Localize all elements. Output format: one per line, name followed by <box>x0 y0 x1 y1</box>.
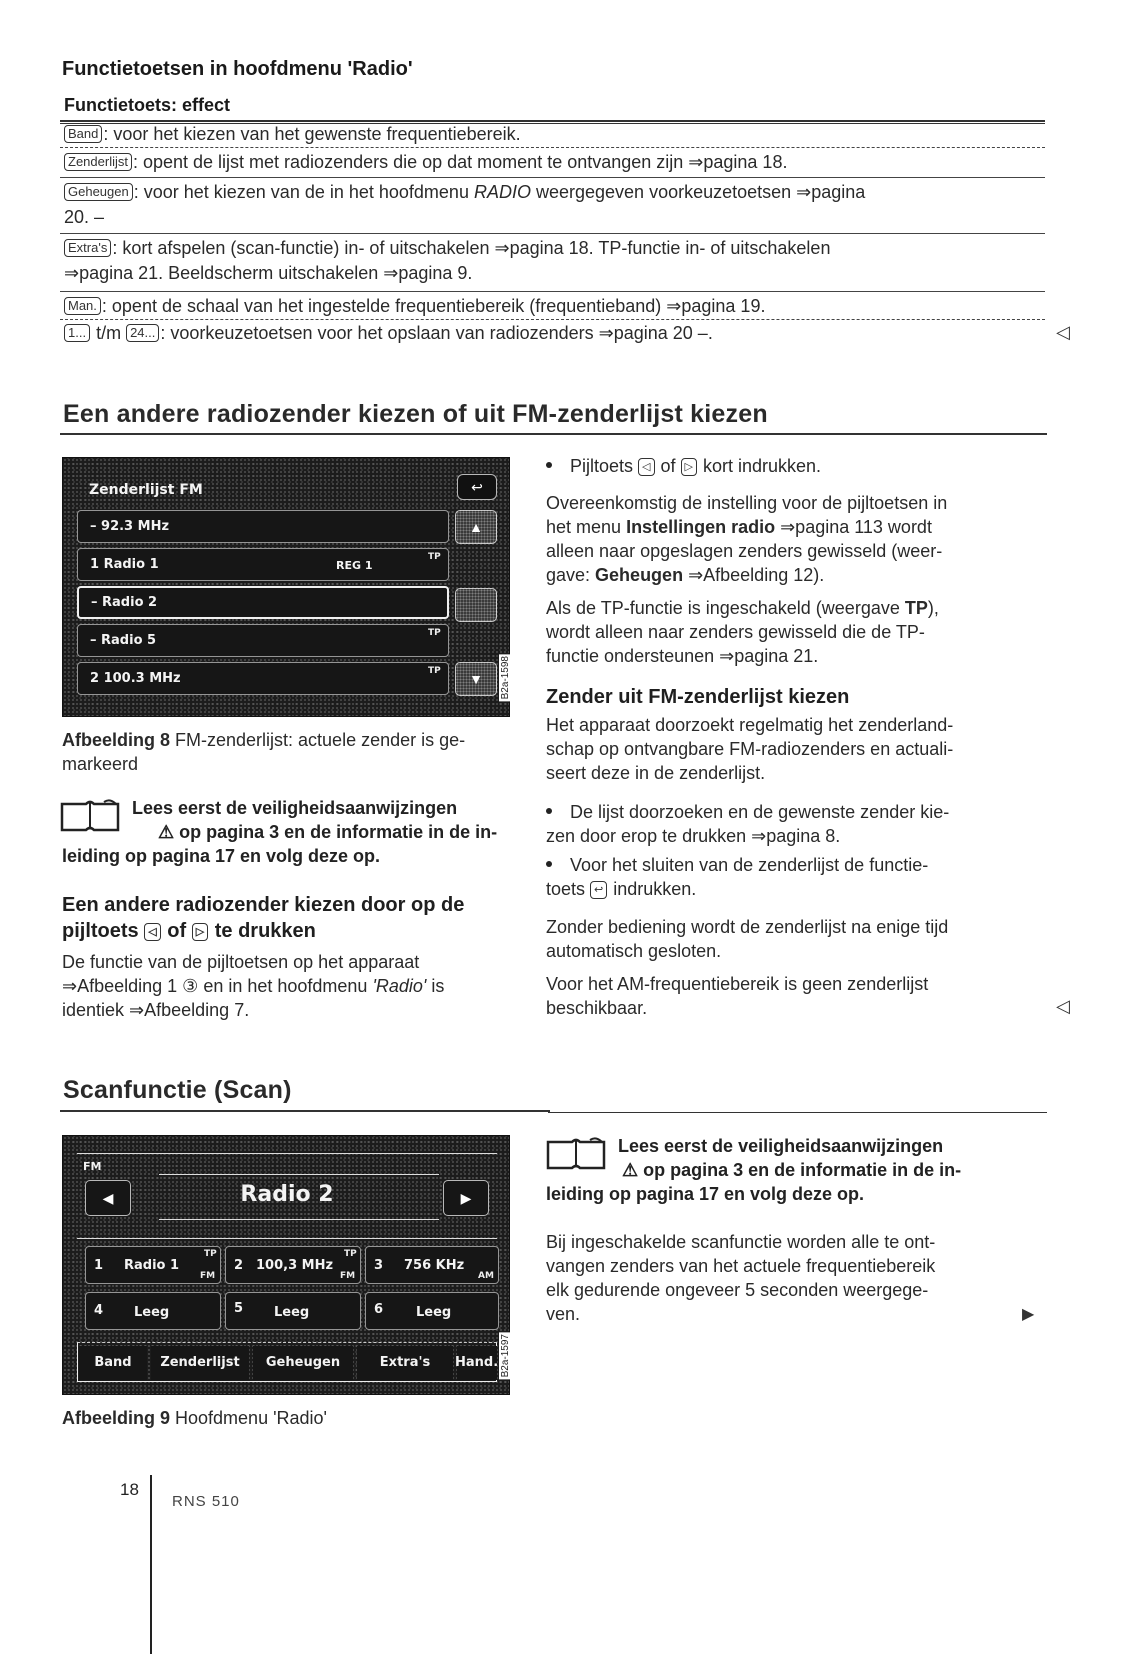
preset-1-key: 1... <box>64 324 90 342</box>
band-button[interactable] <box>79 1346 147 1380</box>
caption-label: Afbeelding 8 <box>62 730 171 750</box>
tp-badge: TP <box>344 1249 357 1259</box>
para-text: Als de TP-functie is ingeschakeld (weergave <box>546 598 905 618</box>
para-text-bold: Geheugen <box>595 565 684 585</box>
tp-badge: TP <box>428 552 441 562</box>
warning-line: ⚠ op pagina 3 en de informatie in de in- <box>622 1160 962 1180</box>
para-line: elk gedurende ongeveer 5 seconden weergege- <box>546 1280 929 1300</box>
para-text: en in het hoofdmenu <box>198 976 373 996</box>
table-header: Functietoets: effect <box>64 95 231 115</box>
left-arrow-key-icon: ◁ <box>638 458 654 476</box>
tp-badge: TP <box>428 666 441 676</box>
row-divider <box>60 177 1045 178</box>
tp-paragraph <box>546 596 1016 668</box>
tp-badge: TP <box>204 1249 217 1259</box>
row-text: ⇒pagina 21. Beeldscherm uitschakelen ⇒pagina 9. <box>64 263 473 283</box>
para-text: ⇒pagina 113 wordt <box>775 517 932 537</box>
para-text: of <box>655 456 681 476</box>
para-text-bold: TP <box>904 598 928 618</box>
station-list-screen <box>62 457 510 717</box>
end-mark-icon: ◁ <box>1056 322 1070 342</box>
next-station-button[interactable] <box>443 1180 489 1216</box>
heading-text: te drukken <box>209 920 316 942</box>
preset-num: 4 <box>94 1303 104 1318</box>
para-line: De functie van de pijltoetsen op het apparaat <box>62 952 420 972</box>
arrow-keys-heading <box>62 892 532 944</box>
safety-warning <box>546 1134 1016 1206</box>
document-code: RNS 510 <box>172 1493 240 1510</box>
para-line: beschikbaar. <box>546 998 648 1018</box>
back-icon: ↩ <box>471 478 483 495</box>
para-line: seert deze in de zenderlijst. <box>546 763 766 783</box>
station-label: 2 100.3 MHz <box>90 671 181 686</box>
current-station: Radio 2 <box>240 1182 334 1207</box>
preset-label: 100,3 MHz <box>256 1258 334 1273</box>
preset-num: 2 <box>234 1258 244 1273</box>
station-row-active[interactable] <box>77 586 449 619</box>
preset-24-key: 24... <box>126 324 159 342</box>
zenderlijst-button[interactable] <box>151 1346 249 1380</box>
station-row[interactable] <box>77 624 449 657</box>
prev-icon: ◀ <box>102 1189 114 1206</box>
warning-line: ⚠ op pagina 3 en de informatie in de in- <box>158 822 498 842</box>
para-text: Voor het sluiten van de zenderlijst de functie- <box>570 855 929 875</box>
man-key: Man. <box>64 297 101 315</box>
para-text-italic: 'Radio' <box>372 976 427 996</box>
preset-label: Leeg <box>134 1305 170 1320</box>
fm-list-subheading: Zender uit FM-zenderlijst kiezen <box>546 686 850 708</box>
table-row-extras <box>64 236 1044 286</box>
screen-top-rule <box>77 1153 497 1154</box>
row-divider <box>60 233 1045 234</box>
row-text: : voorkeuzetoetsen voor het opslaan van radiozenders ⇒pagina 20 –. <box>160 323 713 343</box>
para-line: Het apparaat doorzoekt regelmatig het zenderland- <box>546 715 954 735</box>
figure-code: B2a-1597 <box>500 1334 511 1378</box>
para-text: indrukken. <box>608 879 697 899</box>
scroll-up-button[interactable] <box>455 510 497 544</box>
preset-button-6[interactable] <box>365 1292 499 1330</box>
figure-9-caption <box>62 1406 327 1430</box>
para-text: De lijst doorzoeken en de gewenste zender kie- <box>570 802 950 822</box>
heading-text: of <box>161 920 192 942</box>
reg-label: REG 1 <box>336 559 373 572</box>
extras-key: Extra's <box>64 239 111 257</box>
caption-text: markeerd <box>62 754 139 774</box>
para-line: wordt alleen naar zenders gewisseld die de TP- <box>546 622 925 642</box>
station-label: 1 Radio 1 <box>90 557 159 572</box>
safety-warning <box>62 796 522 868</box>
station-label: – Radio 2 <box>91 595 158 610</box>
arrow-keys-paragraph <box>62 950 532 1022</box>
screen-title: Zenderlijst FM <box>89 482 203 498</box>
preset-label: Leeg <box>274 1305 310 1320</box>
scan-paragraph <box>546 1230 1016 1326</box>
arrow-down-icon: ▼ <box>469 671 483 687</box>
preset-num: 1 <box>94 1258 104 1273</box>
station-label: – 92.3 MHz <box>90 519 170 534</box>
para-line: Overeenkomstig de instelling voor de pijltoetsen in <box>546 493 948 513</box>
auto-close-paragraph <box>546 915 1016 963</box>
circled-number: ③ <box>182 976 199 996</box>
preset-num: 5 <box>234 1301 244 1316</box>
preset-button-2[interactable] <box>225 1246 361 1284</box>
para-line: Voor het AM-frequentiebereik is geen zenderlijst <box>546 974 929 994</box>
button-label: Geheugen <box>265 1355 341 1370</box>
para-text: het menu <box>546 517 627 537</box>
warning-line: leiding op pagina 17 en volg deze op. <box>546 1184 865 1204</box>
settings-paragraph <box>546 491 1016 587</box>
band-badge: FM <box>200 1271 216 1281</box>
end-mark-icon: ◁ <box>1056 996 1070 1016</box>
scroll-down-button[interactable] <box>455 662 497 696</box>
button-label: Hand. <box>455 1355 499 1370</box>
section-rule <box>548 1112 1047 1113</box>
para-text: is <box>426 976 445 996</box>
para-text: ⇒Afbeelding 1 <box>62 976 183 996</box>
right-arrow-key-icon: ▷ <box>681 458 697 476</box>
arrow-up-icon: ▲ <box>469 519 483 535</box>
table-row-geheugen <box>64 180 1044 230</box>
screen-mid-rule <box>77 1238 497 1239</box>
para-text: kort indrukken. <box>697 456 822 476</box>
scan-landscape-paragraph <box>546 713 1016 785</box>
table-row-zenderlijst <box>64 150 1044 175</box>
section-title-station-select: Een andere radiozender kiezen of uit FM-zenderlijst kiezen <box>63 400 768 428</box>
para-text: ), <box>927 598 939 618</box>
bullet-icon <box>546 861 552 867</box>
warning-line: Lees eerst de veiligheidsaanwijzingen <box>618 1136 944 1156</box>
preset-button-3[interactable] <box>365 1246 499 1284</box>
row-text: 20. – <box>64 207 105 227</box>
back-key-icon: ↩ <box>590 881 607 899</box>
para-line: Bij ingeschakelde scanfunctie worden alle te ont- <box>546 1232 936 1252</box>
figure-8-caption <box>62 728 522 776</box>
am-paragraph <box>546 972 1016 1020</box>
geheugen-button[interactable] <box>253 1346 353 1380</box>
para-text-bold: Instellingen radio <box>626 517 776 537</box>
preset-num: 6 <box>374 1302 384 1317</box>
button-label: Zenderlijst <box>160 1355 240 1370</box>
row-text: : voor het kiezen van het gewenste frequentiebereik. <box>103 124 521 144</box>
section-rule <box>60 433 1047 435</box>
para-line: zen door erop te drukken ⇒pagina 8. <box>546 826 841 846</box>
table-row-band <box>64 122 1044 147</box>
row-text: weergegeven voorkeuzetoetsen ⇒pagina <box>530 182 866 202</box>
para-line: schap op ontvangbare FM-radiozenders en actuali- <box>546 739 954 759</box>
section-rule <box>60 1110 550 1112</box>
para-text: Pijltoets <box>570 456 639 476</box>
left-arrow-key-icon: ◁ <box>144 923 160 941</box>
preset-label: Leeg <box>416 1305 452 1320</box>
geheugen-key: Geheugen <box>64 183 133 201</box>
preset-label: 756 KHz <box>404 1258 465 1273</box>
band-key: Band <box>64 125 102 143</box>
band-badge: FM <box>340 1271 356 1281</box>
footer-divider <box>150 1475 152 1654</box>
heading-line: Een andere radiozender kiezen door op de <box>62 894 465 916</box>
para-line: functie ondersteunen ⇒pagina 21. <box>546 646 819 666</box>
station-label: – Radio 5 <box>90 633 157 648</box>
section-title-scan: Scanfunctie (Scan) <box>63 1076 292 1104</box>
row-text: : voor het kiezen van de in het hoofdmenu <box>133 182 474 202</box>
para-line: automatisch gesloten. <box>546 941 722 961</box>
caption-text: Hoofdmenu 'Radio' <box>170 1408 327 1428</box>
function-keys-title: Functietoetsen in hoofdmenu 'Radio' <box>62 58 413 80</box>
continue-arrow-icon: ▶ <box>1022 1306 1035 1323</box>
figure-code: B2a-1598 <box>500 656 511 700</box>
station-row[interactable] <box>77 548 449 581</box>
para-text: gave: <box>546 565 596 585</box>
caption-text: FM-zenderlijst: actuele zender is ge- <box>170 730 466 750</box>
bullet-search-list <box>546 800 1016 848</box>
table-row-presets <box>64 321 1044 346</box>
row-text-italic: RADIO <box>473 182 531 202</box>
para-text: toets <box>546 879 591 899</box>
para-line: alleen naar opgeslagen zenders gewisseld (weer- <box>546 541 943 561</box>
page-number: 18 <box>120 1480 139 1499</box>
preset-num: 3 <box>374 1258 384 1273</box>
scrollbar-thumb[interactable] <box>455 588 497 622</box>
row-text: : opent de lijst met radiozenders die op dat moment te ontvangen zijn ⇒pagina 18. <box>132 152 788 172</box>
zenderlijst-key: Zenderlijst <box>64 153 132 171</box>
para-line: identiek ⇒Afbeelding 7. <box>62 1000 250 1020</box>
caption-label: Afbeelding 9 <box>62 1408 171 1428</box>
row-text: : opent de schaal van het ingestelde frequentiebereik (frequentieband) ⇒pagina 19. <box>101 296 766 316</box>
tp-badge: TP <box>428 628 441 638</box>
row-divider <box>60 147 1045 148</box>
radio-main-menu-screen <box>62 1135 510 1395</box>
bullet-icon <box>546 462 552 468</box>
preset-button-1[interactable] <box>85 1246 221 1284</box>
button-label: Band <box>94 1355 132 1370</box>
table-row-man <box>64 294 1044 319</box>
preset-button-4[interactable] <box>85 1292 221 1330</box>
para-line: ven. <box>546 1304 581 1324</box>
station-top-rule <box>159 1174 439 1175</box>
bullet-icon <box>546 808 552 814</box>
para-line: vangen zenders van het actuele frequentiebereik <box>546 1256 936 1276</box>
preset-label: Radio 1 <box>124 1258 180 1273</box>
warning-line: leiding op pagina 17 en volg deze op. <box>62 846 381 866</box>
right-arrow-key-icon: ▷ <box>192 923 208 941</box>
row-text: t/m <box>91 323 127 343</box>
back-button[interactable] <box>457 474 497 500</box>
para-text: ⇒Afbeelding 12). <box>683 565 825 585</box>
preset-button-5[interactable] <box>225 1292 361 1330</box>
row-divider <box>60 291 1045 292</box>
band-badge: AM <box>478 1271 494 1281</box>
para-line: Zonder bediening wordt de zenderlijst na enige tijd <box>546 917 949 937</box>
next-icon: ▶ <box>460 1189 472 1206</box>
warning-line: Lees eerst de veiligheidsaanwijzingen <box>132 798 458 818</box>
station-row[interactable] <box>77 510 449 543</box>
bullet-arrow-press <box>546 454 1016 478</box>
row-text: : kort afspelen (scan-functie) in- of uitschakelen ⇒pagina 18. TP-functie in- of uitschakelen <box>112 238 831 258</box>
band-indicator: FM <box>83 1160 102 1173</box>
heading-text: pijltoets <box>62 920 145 942</box>
row-divider <box>60 319 1045 320</box>
station-bottom-rule <box>159 1219 439 1220</box>
extras-button[interactable] <box>357 1346 453 1380</box>
station-row[interactable] <box>77 662 449 695</box>
bullet-close-list <box>546 853 1016 901</box>
manual-button[interactable] <box>457 1346 497 1380</box>
button-label: Extra's <box>379 1355 431 1370</box>
